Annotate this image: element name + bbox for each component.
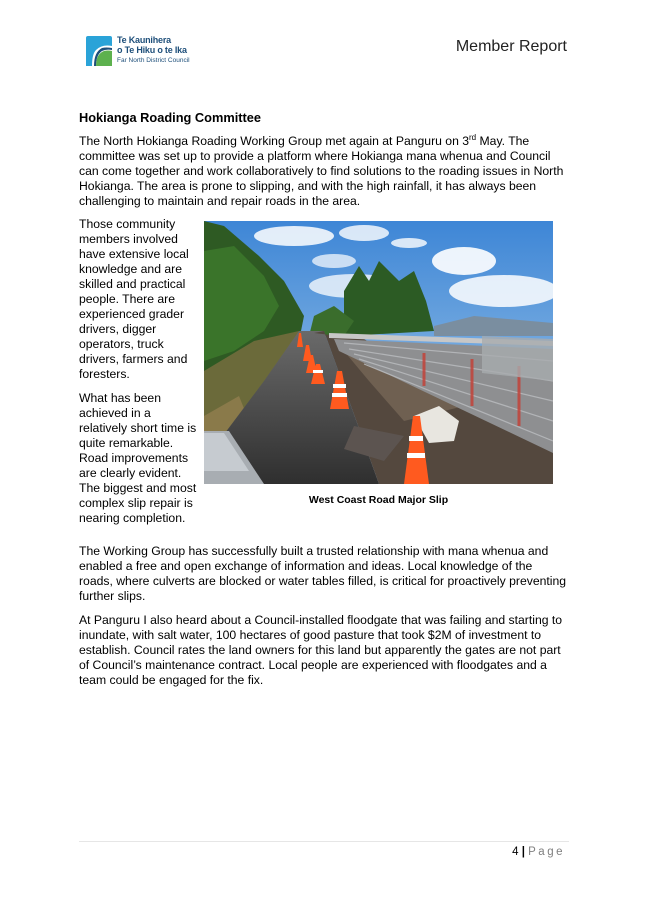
footer-divider (79, 841, 569, 842)
council-logo-icon (84, 34, 114, 68)
body-paragraph-2: At Panguru I also heard about a Council-installed floodgate that was failing and starting to inundate, with salt water, 100 hectares of good pasture that took $2M of investment to establish. Council rates the land owners for this land but apparently the gates are not part of Council’s maintenance contract. Local people are experienced with floodgates and a team could be engaged for the fix. (79, 613, 563, 687)
side-text-column (79, 217, 197, 535)
page-footer (512, 846, 565, 858)
side-paragraph-2: What has been achieved in a relatively short time is quite remarkable. Road improvements are clearly evident. The biggest and most complex slip repair is nearing completion. (79, 391, 197, 525)
intro-superscript: rd (469, 132, 477, 142)
section-top (79, 110, 569, 217)
body-paragraph-1: The Working Group has successfully built a trusted relationship with mana whenua and enabled a free and open exchange of information and ideas. Local knowledge of the roads, where culverts are blocked or water tables filled, is critical for proactively preventing further slips. (79, 544, 567, 603)
intro-text-b: May. The committee was set up to provide a platform where Hokianga mana whenua and Council can come together and work collaboratively to find solutions to the roading issues in North Hokianga. The area is prone to slipping, and with the high rainfall, it has always been challenging to maintain and repair roads in the area. (79, 134, 564, 208)
report-title: Member Report (455, 38, 567, 55)
page-label: Page (528, 846, 565, 858)
road-slip-photo (204, 221, 553, 484)
section-heading: Hokianga Roading Committee (79, 110, 262, 125)
intro-paragraph (79, 134, 569, 209)
council-logo-wordmark (117, 35, 190, 66)
section-bottom (79, 544, 569, 697)
photo-caption: West Coast Road Major Slip (308, 494, 449, 506)
road-slip-illustration (204, 221, 553, 484)
page-number: 4 (512, 846, 519, 858)
logo-line-3: Far North District Council (117, 57, 190, 64)
side-paragraph-1: Those community members involved have extensive local knowledge and are skilled and practical people. There are experienced grader drivers, digger operators, truck drivers, farmers and foresters. (79, 217, 189, 381)
logo-line-1: Te Kaunihera (117, 35, 171, 45)
council-logo (84, 34, 194, 70)
page-separator: | (518, 846, 529, 858)
intro-text-a: The North Hokianga Roading Working Group met again at Panguru on 3 (79, 134, 470, 148)
logo-line-2: o Te Hiku o te Ika (117, 45, 187, 55)
